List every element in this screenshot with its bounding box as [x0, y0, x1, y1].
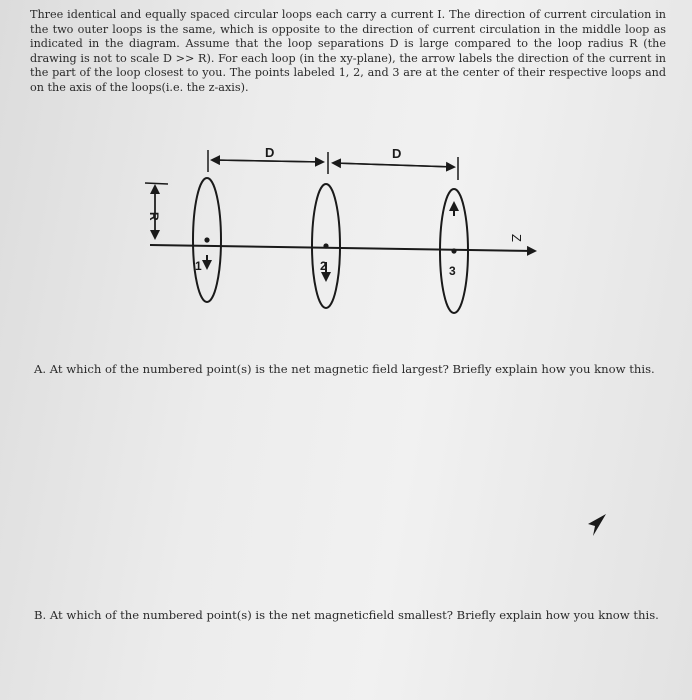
three-loops-diagram: [0, 0, 692, 340]
point-1-label: 1: [195, 259, 202, 273]
dimension-arrow-d1: [214, 160, 323, 162]
z-axis: [150, 245, 535, 251]
point-3-label: 3: [449, 264, 456, 278]
point-1-dot: [204, 237, 209, 242]
point-2-label: 2: [320, 259, 327, 273]
point-3-dot: [451, 248, 456, 253]
label-r: R: [147, 212, 161, 221]
label-d2: D: [392, 146, 402, 161]
arrow-cursor-icon: [586, 512, 608, 538]
label-z: Z: [509, 234, 524, 242]
label-d1: D: [265, 145, 275, 160]
point-2-dot: [323, 243, 328, 248]
problem-statement: Three identical and equally spaced circular loops each carry a current I. The direction of current circulation in the two outer loops is the same, which is opposite to the direction of current circulation in the middle loop as indicated in the diagram. Assume that the loop separations D is large compared to the loop radius R (the drawing is not to scale D >> R). For each loop (in the xy-plane), the arrow labels the direction of the current in the part of the loop closest to you. The points labeled 1, 2, and 3 are at the center of their respective loops and on the axis of the loops(i.e. the z-axis).: [30, 8, 666, 94]
question-a: A. At which of the numbered point(s) is the net magnetic field largest? Briefly explain how you know this.: [34, 362, 655, 376]
dimension-arrow-d2: [335, 163, 454, 167]
radius-tick: [145, 183, 168, 184]
question-b: B. At which of the numbered point(s) is the net magneticfield smallest? Briefly explain how you know this.: [34, 608, 659, 622]
